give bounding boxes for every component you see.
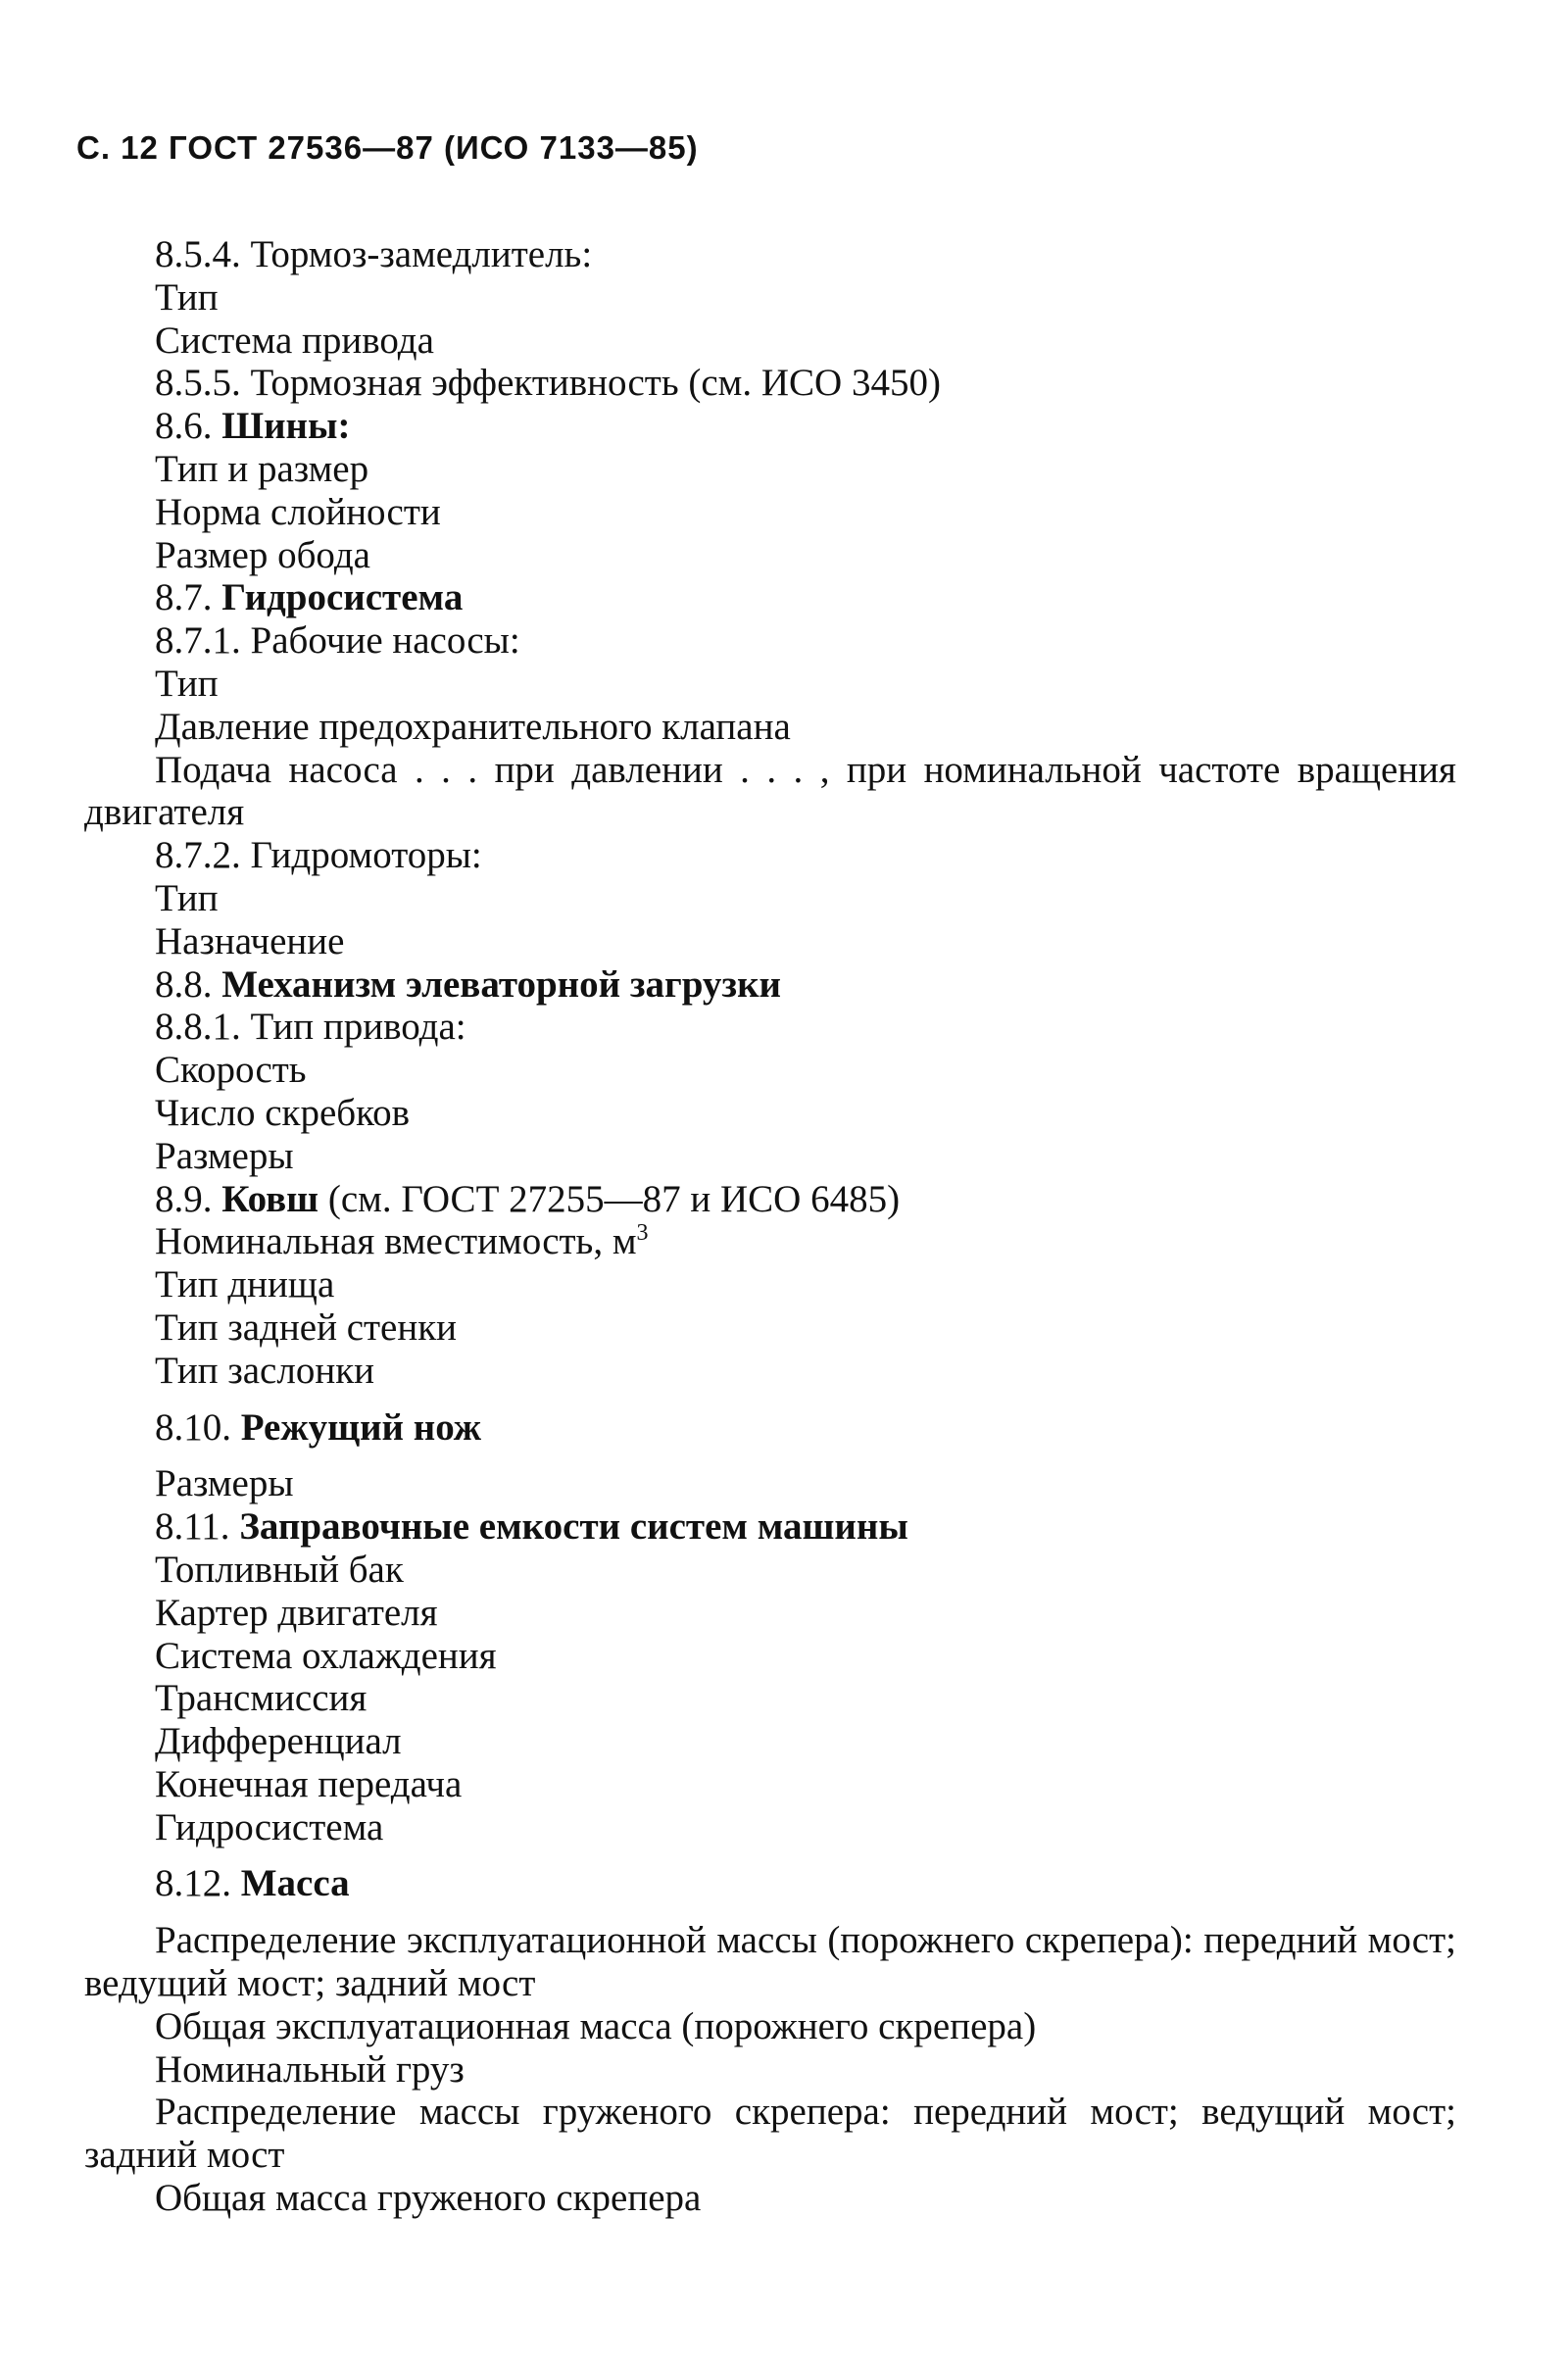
line-rear-wall-type: Тип задней стенки — [155, 1305, 458, 1349]
line-speed: Скорость — [155, 1049, 307, 1092]
section-number: 8.12. — [155, 1862, 231, 1905]
line-type: Тип — [155, 275, 219, 319]
line-ply-rating: Норма слойности — [155, 490, 441, 533]
section-title: Масса — [240, 1862, 350, 1905]
line-dimensions: Размеры — [155, 1134, 294, 1177]
section-8-6 — [84, 405, 1456, 448]
section-number: 8.9. — [155, 1177, 213, 1220]
line-type: Тип — [155, 662, 219, 705]
line-total-operating-mass: Общая эксплуатационная масса (порожнего скрепера) — [155, 2004, 1037, 2047]
line-scraper-count: Число скребков — [155, 1091, 411, 1134]
page-header: С. 12 ГОСТ 27536—87 (ИСО 7133—85) — [76, 129, 699, 166]
section-number: 8.10. — [155, 1405, 231, 1449]
line-pump-flow: Подача насоса . . . при давлении . . . , при номинальной частоте вращения двигателя — [84, 748, 1456, 834]
section-title: Гидросистема — [221, 576, 464, 619]
item-8-7-2: 8.7.2. Гидромоторы: — [155, 834, 482, 877]
line-purpose: Назначение — [155, 919, 345, 962]
section-title: Ковш — [221, 1177, 319, 1220]
line-type: Тип — [155, 876, 219, 919]
item-8-8-1: 8.8.1. Тип привода: — [155, 1006, 466, 1049]
line-relief-valve: Давление предохранительного клапана — [155, 705, 791, 748]
section-8-11 — [84, 1505, 1456, 1549]
line-drive-system: Система привода — [155, 319, 434, 362]
line-crankcase: Картер двигателя — [155, 1591, 438, 1634]
line-type-size: Тип и размер — [155, 447, 369, 490]
item-8-5-4: 8.5.4. Тормоз-замедлитель: — [155, 233, 593, 275]
section-number: 8.6. — [155, 405, 213, 448]
line-transmission: Трансмиссия — [155, 1677, 368, 1720]
capacity-label: Номинальная вместимость, м — [155, 1220, 637, 1263]
section-8-7 — [84, 576, 1456, 619]
line-loaded-mass-distribution: Распределение массы груженого скрепера: передний мост; ведущий мост; задний мост — [84, 2091, 1456, 2177]
line-rated-load: Номинальный груз — [155, 2047, 465, 2091]
line-apron-type: Тип заслонки — [155, 1349, 375, 1392]
line-cooling-system: Система охлаждения — [155, 1634, 497, 1677]
section-title: Механизм элеваторной загрузки — [221, 962, 782, 1006]
line-operating-mass-distribution: Распределение эксплуатационной массы (порожнего скрепера): передний мост; ведущий мост; задний мост — [84, 1919, 1456, 2005]
section-reference: (см. ГОСТ 27255—87 и ИСО 6485) — [327, 1177, 901, 1220]
line-final-drive: Конечная передача — [155, 1762, 463, 1805]
line-total-loaded-mass: Общая масса груженого скрепера — [155, 2177, 702, 2220]
line-differential: Дифференциал — [155, 1720, 402, 1763]
line-bottom-type: Тип днища — [155, 1263, 335, 1306]
document-body — [84, 233, 1456, 2220]
unit-superscript: 3 — [636, 1220, 649, 1247]
section-8-12 — [84, 1862, 1456, 1905]
item-8-7-1: 8.7.1. Рабочие насосы: — [155, 619, 520, 663]
section-8-8 — [84, 963, 1456, 1007]
line-fuel-tank: Топливный бак — [155, 1548, 404, 1591]
line-hydraulic-system: Гидросистема — [155, 1805, 384, 1848]
item-8-5-5: 8.5.5. Тормозная эффективность (см. ИСО 3450) — [155, 362, 941, 405]
line-rim-size: Размер обода — [155, 533, 370, 576]
section-8-10 — [84, 1406, 1456, 1450]
section-number: 8.8. — [155, 962, 213, 1006]
section-title: Заправочные емкости систем машины — [239, 1505, 908, 1549]
section-title: Шины: — [221, 405, 351, 448]
line-nominal-capacity — [84, 1220, 1456, 1263]
section-number: 8.11. — [155, 1505, 230, 1549]
section-title: Режущий нож — [240, 1405, 482, 1449]
section-8-9 — [84, 1178, 1456, 1221]
section-number: 8.7. — [155, 576, 213, 619]
line-dimensions: Размеры — [155, 1462, 294, 1505]
